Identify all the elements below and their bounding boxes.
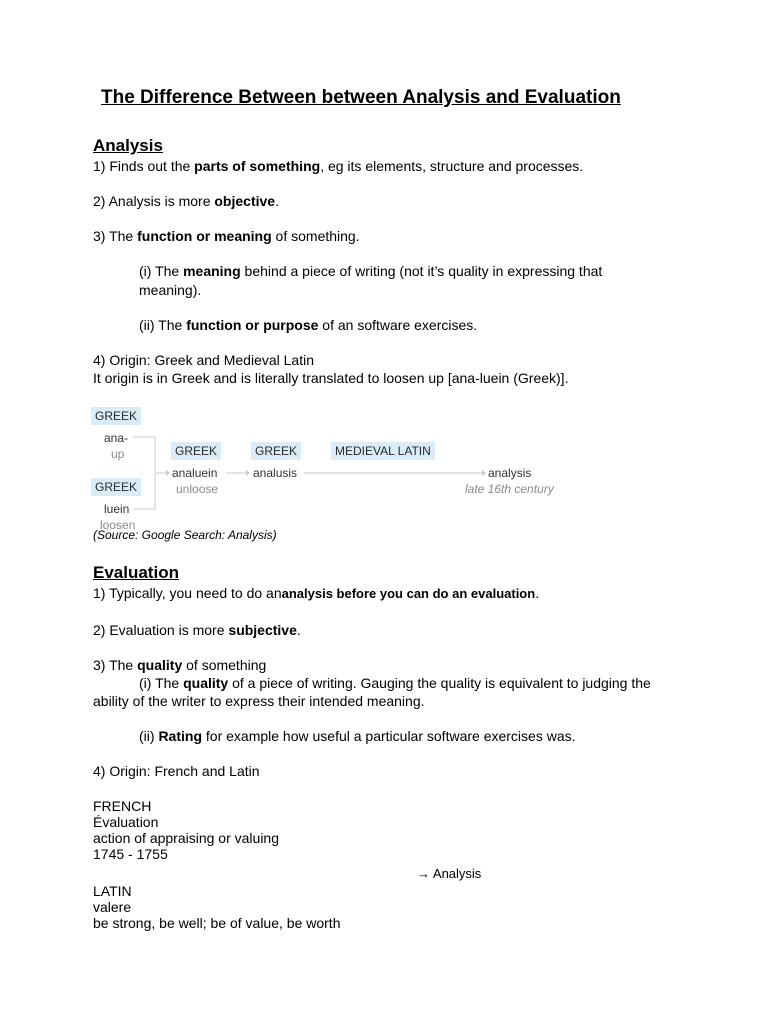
analysis-heading: Analysis — [93, 136, 163, 155]
arrowhead — [166, 470, 170, 476]
evaluation-point-3-i-cont: ability of the writer to express their intended meaning. — [93, 693, 425, 709]
analysis-point-3-i — [139, 263, 602, 279]
evaluation-point-3-ii — [139, 728, 576, 744]
text-run: of a piece of writing. Gauging the quality is equivalent to judging the — [228, 675, 651, 691]
text-run: . — [296, 622, 301, 638]
text-run: 2) Evaluation is more — [93, 622, 229, 638]
text-run: of something. — [271, 228, 360, 244]
arrow-analysis-link: → Analysis — [417, 866, 482, 881]
french-meaning: action of appraising or valuing — [93, 830, 280, 846]
text-run: 2) Analysis is more — [93, 193, 215, 209]
text-run: 3) The — [93, 228, 138, 244]
bold-run: function or purpose — [186, 317, 319, 333]
evaluation-point-3 — [93, 657, 266, 673]
word-analusis: analusis — [253, 466, 298, 480]
latin-label: LATIN — [93, 883, 132, 899]
latin-meaning: be strong, be well; be of value, be worth — [93, 915, 341, 931]
french-label: FRENCH — [93, 798, 152, 814]
analysis-point-1 — [93, 158, 583, 174]
analysis-point-3 — [93, 228, 360, 244]
bold-run: quality — [183, 675, 229, 691]
evaluation-heading: Evaluation — [93, 563, 179, 582]
text-run: . — [275, 193, 279, 209]
tag-greek: GREEK — [251, 442, 301, 460]
bold-run: Rating — [158, 728, 202, 744]
text-run: of an software exercises. — [318, 317, 478, 333]
word-luein: luein — [104, 502, 130, 516]
analysis-point-3-i-cont: meaning). — [139, 282, 202, 298]
tag-greek: GREEK — [171, 442, 221, 460]
bold-run: parts of something — [194, 158, 321, 174]
analysis-point-4-detail: It origin is in Greek and is literally translated to loosen up [ana-luein (Greek)]. — [93, 370, 569, 386]
text-run: (ii) — [139, 728, 159, 744]
bold-run: function or meaning — [137, 228, 272, 244]
text-run: of something — [182, 657, 267, 673]
word-ana: ana- — [104, 431, 129, 445]
text-run: 1) Finds out the — [93, 158, 195, 174]
text-run: 3) The — [93, 657, 138, 673]
text-run: (i) The — [139, 675, 184, 691]
diagram-source: (Source: Google Search: Analysis) — [93, 528, 277, 542]
analysis-point-3-ii — [139, 317, 477, 333]
text-run: 1) Typically, you need to do an — [93, 585, 282, 601]
meaning-late-16th-century: late 16th century — [465, 482, 554, 496]
meaning-up: up — [111, 447, 125, 461]
text-run: (i) The — [139, 263, 184, 279]
bold-run: meaning — [183, 263, 241, 279]
analysis-point-4: 4) Origin: Greek and Medieval Latin — [93, 352, 314, 368]
text-run: for example how useful a particular software exercises was. — [202, 728, 576, 744]
meaning-loosen: loosen — [100, 518, 136, 529]
meaning-unloose: unloose — [176, 482, 219, 496]
page-title: The Difference Between between Analysis and Evaluation — [101, 87, 621, 108]
text-run: . — [535, 585, 540, 601]
bracket-top — [133, 437, 155, 472]
bold-run: quality — [137, 657, 183, 673]
text-run: behind a piece of writing (not it’s quality in expressing that — [240, 263, 603, 279]
analysis-point-2 — [93, 193, 279, 209]
french-dates: 1745 - 1755 — [93, 846, 168, 862]
evaluation-point-2 — [93, 622, 301, 638]
bold-run: analysis before you can do an evaluation — [281, 586, 536, 601]
arrowhead — [246, 470, 250, 476]
word-analuein: analuein — [172, 466, 218, 480]
tag-greek: GREEK — [91, 407, 141, 425]
latin-word: valere — [93, 899, 132, 915]
tag-greek: GREEK — [91, 478, 141, 496]
evaluation-point-4: 4) Origin: French and Latin — [93, 763, 260, 779]
text-run: (ii) The — [139, 317, 187, 333]
bold-run: objective — [214, 193, 276, 209]
evaluation-point-1 — [93, 585, 539, 602]
arrowhead — [482, 470, 486, 476]
tag-medieval-latin: MEDIEVAL LATIN — [331, 442, 435, 460]
text-run: , eg its elements, structure and processes. — [320, 158, 584, 174]
french-word: Évaluation — [93, 814, 159, 830]
evaluation-point-3-i — [139, 675, 651, 691]
word-analysis: analysis — [488, 466, 532, 480]
bold-run: subjective — [228, 622, 297, 638]
